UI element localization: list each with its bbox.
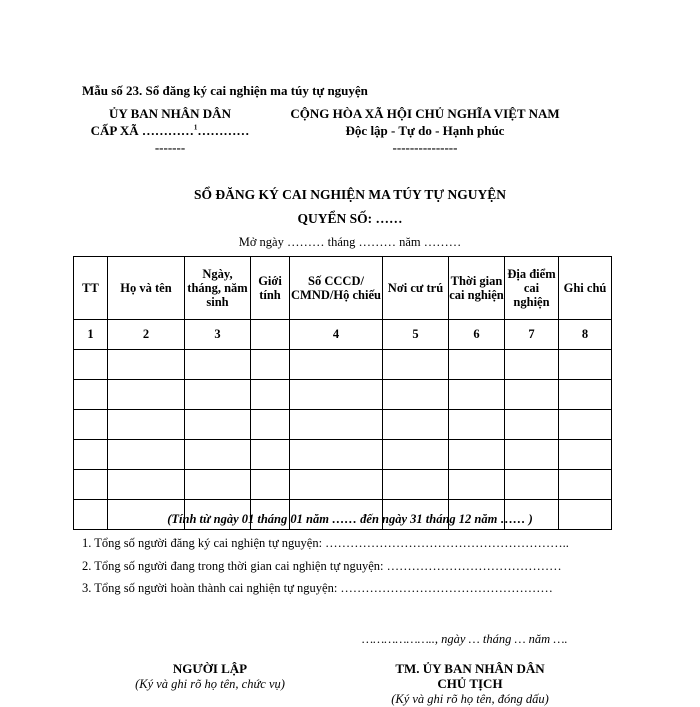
chairman-title: CHỦ TỊCH bbox=[437, 676, 503, 691]
column-number-row bbox=[74, 320, 612, 350]
table-cell bbox=[251, 350, 290, 380]
column-header: Giới tính bbox=[251, 257, 290, 320]
column-number: 4 bbox=[290, 320, 383, 350]
table-cell bbox=[559, 470, 612, 500]
column-header: Họ và tên bbox=[108, 257, 185, 320]
column-number: 8 bbox=[559, 320, 612, 350]
table-cell bbox=[108, 380, 185, 410]
national-rule: --------------- bbox=[392, 140, 458, 155]
table-cell bbox=[505, 380, 559, 410]
table-cell bbox=[449, 380, 505, 410]
table-cell bbox=[449, 440, 505, 470]
table-row bbox=[74, 350, 612, 380]
table-cell bbox=[559, 410, 612, 440]
register-table bbox=[73, 256, 612, 530]
summary-line-completed: 3. Tổng số người hoàn thành cai nghiện tự nguyện: …………………………………………… bbox=[82, 581, 553, 595]
table-cell bbox=[185, 440, 251, 470]
table-cell bbox=[559, 440, 612, 470]
issuer-line-2-prefix: CẤP XÃ ………… bbox=[90, 123, 194, 138]
table-cell bbox=[505, 410, 559, 440]
issuer-line-2 bbox=[70, 122, 270, 139]
summary-line-in-progress: 2. Tổng số người đang trong thời gian cai nghiện tự nguyện: …………………………………… bbox=[82, 559, 562, 573]
column-header: Số CCCD/ CMND/Hộ chiếu bbox=[290, 257, 383, 320]
national-title: CỘNG HÒA XÃ HỘI CHỦ NGHĨA VIỆT NAM bbox=[290, 106, 560, 121]
table-cell bbox=[108, 350, 185, 380]
footnote-marker: 1 bbox=[193, 123, 198, 132]
table-cell bbox=[251, 380, 290, 410]
table-cell bbox=[505, 350, 559, 380]
table-row bbox=[74, 410, 612, 440]
table-cell bbox=[108, 470, 185, 500]
table-row bbox=[74, 440, 612, 470]
table-cell bbox=[505, 470, 559, 500]
column-header: Ngày, tháng, năm sinh bbox=[185, 257, 251, 320]
table-cell bbox=[251, 440, 290, 470]
table-cell bbox=[290, 440, 383, 470]
signing-date-line: ……………….., ngày … tháng … năm …. bbox=[362, 632, 568, 646]
summary-line-registered: 1. Tổng số người đăng ký cai nghiện tự nguyện: ………………………………………………….. bbox=[82, 536, 569, 550]
table-cell bbox=[449, 470, 505, 500]
table-cell bbox=[383, 440, 449, 470]
column-header: TT bbox=[74, 257, 108, 320]
table-cell bbox=[74, 350, 108, 380]
national-header bbox=[270, 105, 580, 156]
table-cell bbox=[74, 440, 108, 470]
column-number: 2 bbox=[108, 320, 185, 350]
issuer-line-1: ỦY BAN NHÂN DÂN bbox=[109, 106, 231, 121]
issuer-line-2-suffix: ………… bbox=[197, 123, 250, 138]
table-cell bbox=[290, 470, 383, 500]
document-title: SỔ ĐĂNG KÝ CAI NGHIỆN MA TÚY TỰ NGUYỆN bbox=[193, 187, 507, 202]
table-row bbox=[74, 380, 612, 410]
open-date: Mở ngày ……… tháng ……… năm ……… bbox=[238, 235, 462, 249]
table-cell bbox=[449, 410, 505, 440]
table-cell bbox=[383, 350, 449, 380]
column-number: 1 bbox=[74, 320, 108, 350]
table-cell bbox=[559, 350, 612, 380]
period-note: (Tính từ ngày 01 tháng 01 năm …… đến ngày 31 tháng 12 năm …… ) bbox=[167, 512, 533, 526]
table-cell bbox=[74, 410, 108, 440]
table-cell bbox=[383, 380, 449, 410]
column-number: 6 bbox=[449, 320, 505, 350]
table-cell bbox=[185, 350, 251, 380]
table-cell bbox=[185, 470, 251, 500]
table-cell bbox=[251, 470, 290, 500]
table-cell bbox=[290, 410, 383, 440]
column-number bbox=[251, 320, 290, 350]
table-cell bbox=[383, 410, 449, 440]
column-header: Nơi cư trú bbox=[383, 257, 449, 320]
table-cell bbox=[108, 410, 185, 440]
table-cell bbox=[251, 410, 290, 440]
column-header: Ghi chú bbox=[559, 257, 612, 320]
book-number: QUYỂN SỐ: …… bbox=[297, 211, 403, 226]
table-cell bbox=[108, 440, 185, 470]
column-header: Địa điểm cai nghiện bbox=[505, 257, 559, 320]
table-cell bbox=[185, 410, 251, 440]
column-header: Thời gian cai nghiện bbox=[449, 257, 505, 320]
table-cell bbox=[74, 380, 108, 410]
issuer-header bbox=[70, 105, 270, 156]
table-cell bbox=[74, 470, 108, 500]
chairman-note: (Ký và ghi rõ họ tên, đóng dấu) bbox=[391, 692, 549, 706]
preparer-title: NGƯỜI LẬP bbox=[172, 661, 248, 676]
column-number: 7 bbox=[505, 320, 559, 350]
table-cell bbox=[290, 350, 383, 380]
table-cell bbox=[185, 380, 251, 410]
table-cell bbox=[559, 380, 612, 410]
column-number: 3 bbox=[185, 320, 251, 350]
issuer-rule: ------- bbox=[154, 140, 186, 155]
table-header-row bbox=[74, 257, 612, 320]
national-motto: Độc lập - Tự do - Hạnh phúc bbox=[345, 123, 505, 138]
table-cell bbox=[290, 380, 383, 410]
table-row bbox=[74, 470, 612, 500]
form-title: Mẫu số 23. Sổ đăng ký cai nghiện ma túy tự nguyện bbox=[82, 83, 368, 98]
table-cell bbox=[383, 470, 449, 500]
table-cell bbox=[505, 440, 559, 470]
committee-title: TM. ỦY BAN NHÂN DÂN bbox=[395, 661, 545, 676]
preparer-note: (Ký và ghi rõ họ tên, chức vụ) bbox=[135, 677, 285, 691]
column-number: 5 bbox=[383, 320, 449, 350]
table-cell bbox=[449, 350, 505, 380]
